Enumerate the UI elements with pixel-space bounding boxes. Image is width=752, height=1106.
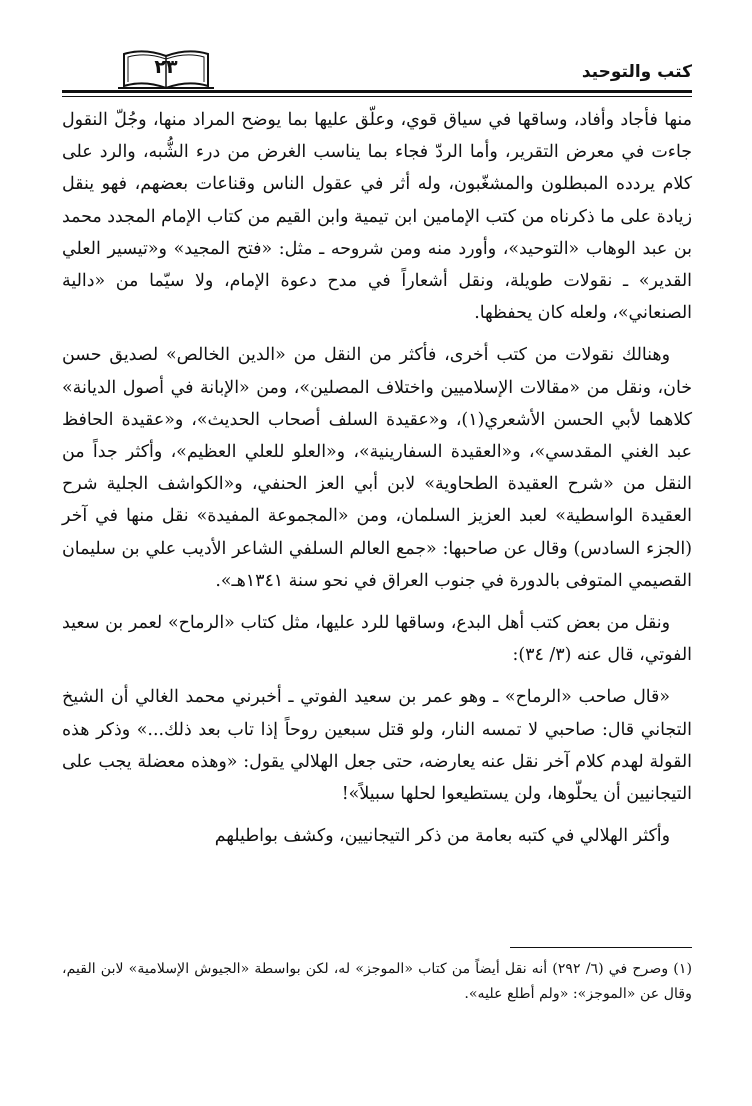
paragraph: منها فأجاد وأفاد، وساقها في سياق قوي، وعلّق عليها بما يوضح المراد منها، وجُلّ النقول جاءت في معرض التقرير، وأما الردّ فجاء بما يناسب الغرض من درء الشُّبه، والرد على كلام يردده المبطلون والمشغّبون، وله أثر في عقول الناس وقناعات بعضهم، فهو ينقل زيادة على ما ذكرناه من كتب الإمامين ابن تيمية وابن القيم من كتاب الإمام المجدد محمد بن عبد الوهاب «التوحيد»، وأورد منه ومن شروحه ـ مثل: «فتح المجيد» و«تيسير العلي القدير» ـ نقولات طويلة، ونقل أشعاراً في مدح دعوة الإمام، ولا سيّما من «دالية الصنعاني»، ولعله كان يحفظها. bbox=[62, 110, 692, 324]
quoted-paragraph: «قال صاحب «الرماح» ـ وهو عمر بن سعيد الفوتي ـ أخبرني محمد الغالي أن الشيخ التجاني قال: صاحبي لا تمسه النار، ولو قتل سبعين روحاً إذا تاب بعد ذلك...» وذكر هذه القولة لهدم كلام آخر نقل عنه يعارضه، حتى جعل الهلالي يقول: «وهذه معضلة يجب على التيجانيين أن يحلّوها، ولن يستطيعوا لحلها سبيلاً»! bbox=[62, 687, 692, 805]
page-number: ٢٣ bbox=[154, 56, 178, 78]
paragraph: وأكثر الهلالي في كتبه بعامة من ذكر التيجانيين، وكشف بواطيلهم bbox=[214, 826, 670, 847]
header-rule bbox=[62, 90, 692, 98]
main-text bbox=[62, 104, 692, 862]
paragraph: وهنالك نقولات من كتب أخرى، فأكثر من النقل من «الدين الخالص» لصديق حسن خان، ونقل من «مقالات الإسلاميين واختلاف المصلين»، ومن «الإبانة في أصول الديانة» كلاهما لأبي الحسن الأشعري(١)، و«عقيدة السلف أصحاب الحديث»، و«عقيدة الحافظ عبد الغني المقدسي»، و«العقيدة السفارينية»، و«العلو للعلي العظيم»، وأكثر جداً من النقل من «شرح العقيدة الطحاوية» لابن أبي العز الحنفي، و«الكواشف الجلية شرح العقيدة الواسطية» لعبد العزيز السلمان، ومن «المجموعة المفيدة» نقل منها في آخر (الجزء السادس) وقال عن صاحبها: «جمع العالم السلفي الشاعر الأديب علي بن سليمان القصيمي المتوفى بالدورة في جنوب العراق في نحو سنة ١٣٤١هـ». bbox=[62, 345, 692, 591]
paragraph: ونقل من بعض كتب أهل البدع، وساقها للرد عليها، مثل كتاب «الرماح» لعمر بن سعيد الفوتي، قال عنه (٣/ ٣٤): bbox=[62, 613, 692, 666]
footnote-separator bbox=[510, 947, 692, 948]
page-number-frame bbox=[118, 46, 214, 92]
footnotes bbox=[62, 957, 692, 1007]
page-header bbox=[62, 40, 692, 98]
footnote: (١) وصرح في (٦/ ٢٩٢) أنه نقل أيضاً من كتاب «الموجز» له، لكن بواسطة «الجيوش الإسلامية» لابن القيم، وقال عن «الموجز»: «ولم أطلع عليه». bbox=[62, 961, 692, 1002]
running-title: كتب والتوحيد bbox=[581, 62, 692, 82]
